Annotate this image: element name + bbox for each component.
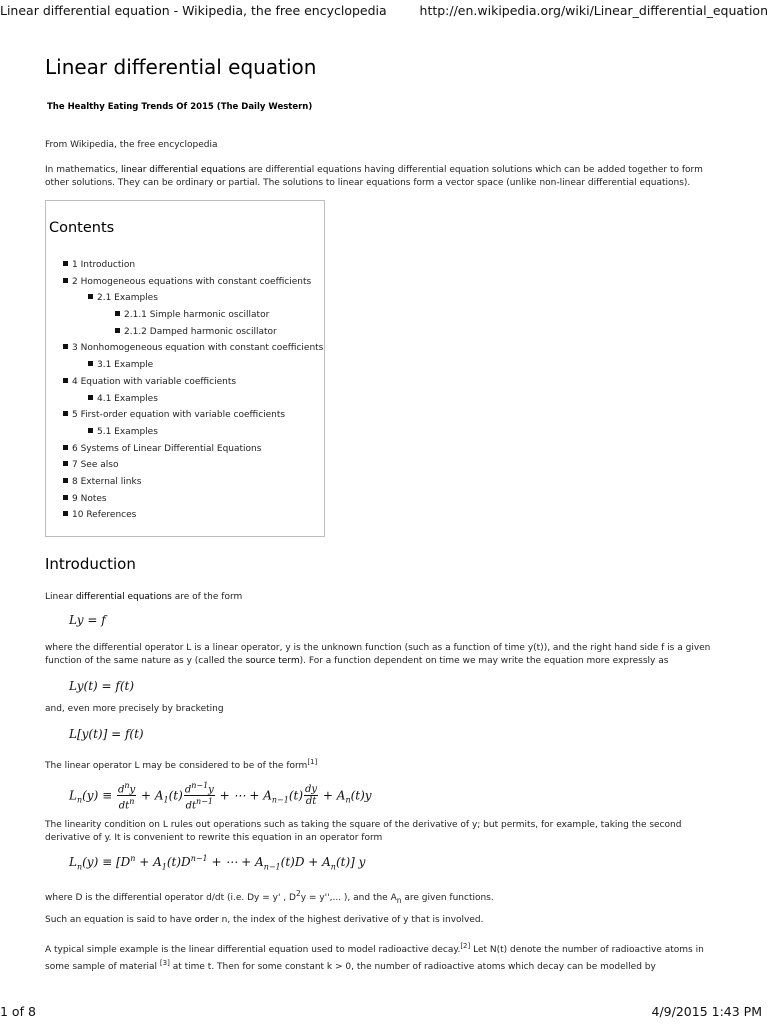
section-heading-introduction: Introduction: [45, 555, 136, 573]
intro-text-pre: In mathematics,: [45, 165, 121, 175]
text: Such an equation is said to have: [45, 915, 195, 925]
citation-ref[interactable]: [3]: [159, 959, 170, 967]
toc-item-label: 4.1 Examples: [97, 393, 158, 404]
page-number: 1 of 8: [0, 1004, 36, 1019]
fraction: [184, 780, 215, 812]
toc-item[interactable]: [46, 393, 323, 410]
math-sub: n: [345, 795, 351, 805]
math-sub: 1: [163, 795, 169, 805]
toc-item-label: 2 Homogeneous equations with constant coefficients: [72, 276, 312, 287]
toc-item[interactable]: [46, 342, 323, 359]
toc-item[interactable]: [46, 376, 323, 393]
equation-2: Ly(t) = f(t): [69, 679, 135, 693]
fraction-denominator: [184, 796, 215, 811]
math-part: y: [208, 784, 214, 796]
bullet-icon: [63, 344, 68, 349]
toc-item[interactable]: [46, 426, 323, 443]
fraction-numerator: dy: [305, 784, 318, 796]
text: ). For a function dependent on time we may write the equation more expressly as: [299, 656, 669, 666]
intro-p3: and, even more precisely by bracketing: [45, 704, 224, 714]
math-part: (y) ≡ [D: [82, 855, 131, 869]
page-title: Linear differential equation: [45, 55, 317, 79]
intro-p1: [45, 591, 720, 604]
text-sup: 2: [295, 889, 301, 898]
text: where the differential operator L is a linear operator, y is the unknown function (such as a function of time y(t)), and the right hand side f is a given function of the same nature as y (called the: [45, 643, 711, 666]
fraction: [117, 780, 136, 812]
bullet-icon: [88, 428, 93, 433]
math-sup: n: [129, 797, 135, 807]
print-datetime: 4/9/2015 1:43 PM: [651, 1004, 762, 1019]
math-sup: n−1: [191, 781, 209, 790]
toc-item-label: 9 Notes: [72, 493, 107, 504]
toc-item-label: 5.1 Examples: [97, 426, 158, 437]
toc-item[interactable]: [46, 459, 323, 476]
fraction-denominator: dt: [305, 796, 317, 808]
text: Let N(t) denote the number of radioactive atoms in some sample of material: [45, 945, 704, 972]
text: A typical simple example is the linear differential equation used to model radioactive decay.: [45, 945, 461, 955]
text: Linear: [45, 592, 76, 602]
math-part: dt: [185, 800, 197, 812]
citation-ref[interactable]: [1]: [307, 758, 318, 766]
bullet-icon: [115, 311, 120, 316]
toc-item-label: 1 Introduction: [72, 260, 136, 270]
math-sup: n−1: [196, 797, 213, 807]
news-link[interactable]: The Healthy Eating Trends Of 2015 (The Daily Western): [47, 102, 313, 112]
math-part: + A: [137, 788, 164, 803]
intro-text-post: are differential equations having differential equation solutions which can be added together to form other solutions. They can be ordinary or partial. The solutions to linear equations form a vector space (unlike non-linear differential equations).: [45, 165, 703, 188]
toc-item-label: 5 First-order equation with variable coefficients: [72, 410, 286, 421]
intro-p2: [45, 642, 720, 668]
text: n, the index of the highest derivative of y that is involved.: [218, 915, 484, 925]
math-sub: n: [76, 862, 83, 872]
math-part: (t): [168, 788, 183, 803]
math-sub: n: [330, 862, 336, 872]
intro-p7: [45, 914, 720, 927]
toc-item[interactable]: [46, 292, 323, 309]
toc-item-label: 10 References: [72, 510, 137, 521]
math-part: L: [69, 855, 77, 869]
math-part: L: [69, 788, 77, 803]
bullet-icon: [115, 328, 120, 333]
math-part: + A: [319, 788, 346, 803]
bullet-icon: [63, 511, 68, 516]
math-part: d: [184, 784, 192, 796]
equation-1: Ly = f: [69, 613, 106, 627]
toc-item[interactable]: [46, 259, 323, 276]
math-part: (t)y: [350, 788, 372, 803]
text: are of the form: [171, 592, 243, 602]
text: The linear operator L may be considered to be of the form: [45, 761, 308, 771]
intro-link[interactable]: linear differential equations: [120, 165, 246, 175]
math-part: (t)] y: [335, 855, 366, 869]
math-part: (t): [288, 788, 304, 803]
text: at time t. Then for some constant k > 0, the number of radioactive atoms which decay can be modelled by: [169, 962, 656, 972]
bullet-icon: [63, 378, 68, 383]
math-sup: n: [130, 854, 136, 863]
text: are given functions.: [401, 893, 494, 903]
toc-list: [46, 259, 323, 526]
toc-item-label: 6 Systems of Linear Differential Equations: [72, 443, 262, 454]
math-part: + A: [135, 855, 162, 869]
toc-item-label: 3 Nonhomogeneous equation with constant coefficients: [72, 343, 324, 354]
from-tagline: From Wikipedia, the free encyclopedia: [45, 140, 218, 150]
equation-4: [69, 780, 372, 812]
bullet-icon: [63, 478, 68, 483]
math-part: d: [117, 784, 125, 796]
toc-item-label: 7 See also: [72, 460, 119, 471]
math-sup: n−1: [190, 854, 208, 863]
bullet-icon: [63, 261, 68, 266]
toc-item[interactable]: [46, 359, 323, 376]
math-part: y: [129, 784, 136, 796]
toc-item[interactable]: [46, 443, 323, 460]
text: y = y'',... ), and the A: [300, 893, 397, 903]
print-header-url[interactable]: http://en.wikipedia.org/wiki/Linear_differential_equation: [419, 3, 768, 18]
bullet-icon: [63, 278, 68, 283]
differential-equations-link[interactable]: differential equations: [75, 592, 172, 602]
toc-item-label: 2.1 Examples: [97, 293, 158, 304]
print-header: [0, 3, 768, 21]
fraction-numerator: [184, 780, 215, 796]
toc-item[interactable]: [46, 309, 323, 326]
toc-item[interactable]: [46, 409, 323, 426]
intro-p4: [45, 756, 720, 773]
math-part: + ⋯ + A: [207, 855, 264, 869]
toc-item-label: 4 Equation with variable coefficients: [72, 376, 237, 387]
intro-p6: [45, 887, 720, 907]
math-sub: n−1: [263, 862, 281, 872]
math-sup: n: [124, 781, 130, 790]
toc-item[interactable]: [46, 476, 323, 493]
toc-item[interactable]: [46, 493, 323, 510]
toc-item[interactable]: [46, 276, 323, 293]
toc-item-label: 8 External links: [72, 476, 142, 487]
intro-p5: The linearity condition on L rules out operations such as taking the square of the derivative of y; but permits, for example, taking the second derivative of y. It is convenient to rewrite this equation in an operator form: [45, 820, 682, 843]
fraction-numerator: [117, 780, 136, 796]
bullet-icon: [88, 294, 93, 299]
equation-3: L[y(t)] = f(t): [69, 727, 144, 741]
math-sub: n−1: [271, 795, 289, 805]
intro-p8: [45, 940, 720, 974]
math-part: + ⋯ + A: [215, 788, 272, 803]
math-part: (t)D + A: [280, 855, 331, 869]
text-sub: n: [396, 895, 402, 905]
citation-ref[interactable]: [2]: [460, 942, 471, 950]
toc-heading: Contents: [49, 220, 115, 236]
source-term-link[interactable]: source term: [245, 656, 300, 666]
toc-item-label: 3.1 Example: [97, 360, 154, 371]
bullet-icon: [88, 361, 93, 366]
print-footer: [0, 1004, 768, 1020]
equation-5: [69, 854, 365, 871]
math-part: dt: [118, 800, 130, 812]
toc-item[interactable]: [46, 326, 323, 343]
bullet-icon: [63, 411, 68, 416]
fraction-denominator: [117, 796, 136, 811]
text: where D is the differential operator d/dt (i.e. Dy = y' , D: [45, 893, 296, 903]
toc-item-label: 2.1.2 Damped harmonic oscillator: [124, 326, 277, 337]
intro-paragraph: [45, 164, 720, 190]
table-of-contents: [45, 200, 325, 537]
math-part: (t)D: [166, 855, 191, 869]
toc-item[interactable]: [46, 509, 323, 526]
bullet-icon: [63, 495, 68, 500]
math-sub: n: [76, 795, 83, 805]
math-part: (y) ≡: [82, 788, 116, 803]
toc-item-label: 2.1.1 Simple harmonic oscillator: [124, 310, 270, 321]
bullet-icon: [88, 395, 93, 400]
print-header-title: Linear differential equation - Wikipedia, the free encyclopedia: [0, 3, 387, 18]
math-sub: 1: [161, 862, 167, 872]
fraction: [304, 784, 318, 807]
bullet-icon: [63, 445, 68, 450]
order-link[interactable]: order: [194, 915, 219, 925]
bullet-icon: [63, 461, 68, 466]
